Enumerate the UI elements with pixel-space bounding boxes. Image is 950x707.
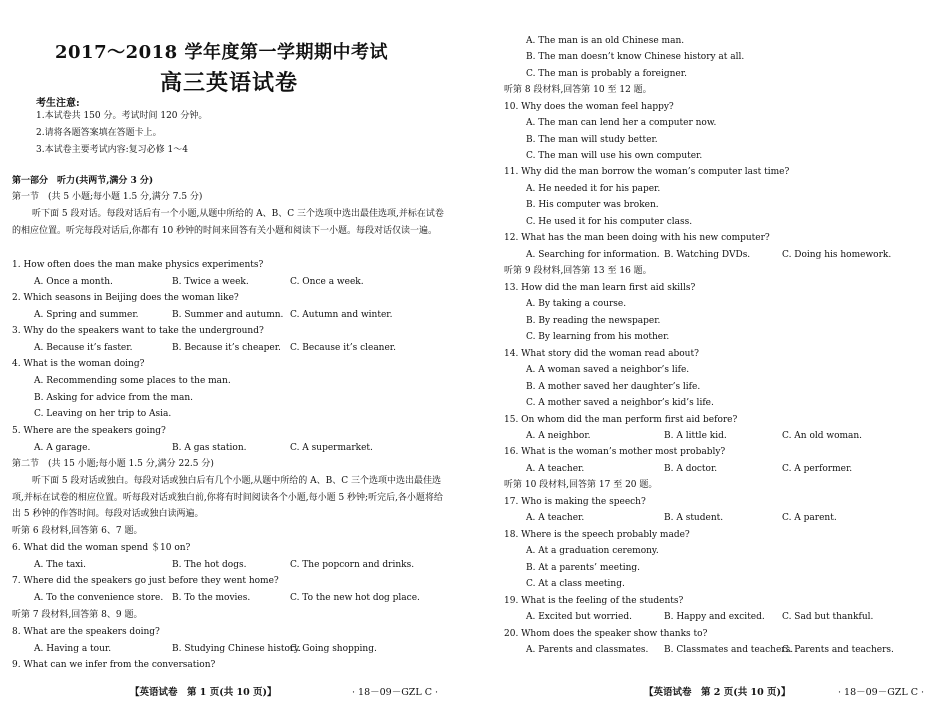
q4-option-b: B. Asking for advice from the man.: [34, 393, 194, 403]
notice-3: 3.本试卷主要考试内容:复习必修 1～4: [36, 145, 188, 155]
question-3: 3. Why do the speakers want to take the underground?: [12, 326, 264, 336]
q3-option-a: A. Because it’s faster.: [34, 343, 133, 353]
q5-option-c: C. A supermarket.: [290, 443, 373, 453]
material-10: 听第 10 段材料,回答第 17 至 20 题。: [504, 480, 658, 490]
question-5: 5. Where are the speakers going?: [12, 426, 166, 436]
notice-1: 1.本试卷共 150 分。考试时间 120 分钟。: [36, 111, 208, 121]
q20-option-c: C. Parents and teachers.: [782, 645, 894, 655]
q8-option-c: C. Going shopping.: [290, 644, 377, 654]
q13-option-c: C. By learning from his mother.: [526, 332, 670, 342]
q2-option-a: A. Spring and summer.: [34, 310, 139, 320]
section1-instructions: 听下面 5 段对话。每段对话后有一个小题,从题中所给的 A、B、C 三个选项中选出最佳选项,并标在试卷的相应位置。听完每段对话后,你都有 10 秒钟的时间来回答有关小题和阅读下一小题。每段对话仅读一遍。: [12, 209, 444, 236]
section2-instructions: 听下面 5 段对话或独白。每段对话或独白后有几个小题,从题中所给的 A、B、C 三个选项中选出最佳选项,并标在试卷的相应位置。听每段对话或独白前,你将有时间阅读各个小题,每小题 5 秒钟;听完后,各小题将给出 5 秒钟的作答时间。每段对话或独白读两遍。: [12, 476, 443, 519]
question-19: 19. What is the feeling of the students?: [504, 596, 684, 606]
q18-option-b: B. At a parents’ meeting.: [526, 563, 640, 573]
q4-option-c: C. Leaving on her trip to Asia.: [34, 409, 172, 419]
part1-heading: 第一部分 听力(共两节,满分 3 分): [12, 176, 154, 186]
question-12: 12. What has the man been doing with his new computer?: [504, 233, 770, 243]
q20-option-a: A. Parents and classmates.: [526, 645, 649, 655]
question-4: 4. What is the woman doing?: [12, 359, 145, 369]
q20-option-b: B. Classmates and teachers.: [664, 645, 794, 655]
q18-option-c: C. At a class meeting.: [526, 579, 625, 589]
question-13: 13. How did the man learn first aid skills?: [504, 283, 696, 293]
q17-option-c: C. A parent.: [782, 513, 837, 523]
q15-option-b: B. A little kid.: [664, 431, 727, 441]
question-7: 7. Where did the speakers go just before they went home?: [12, 576, 279, 586]
page-2-footer-code: · 18－09－GZL C ·: [838, 687, 925, 698]
q6-option-a: A. The taxi.: [34, 560, 87, 570]
q16-option-c: C. A performer.: [782, 464, 853, 474]
question-2: 2. Which seasons in Beijing does the woman like?: [12, 293, 239, 303]
q17-option-a: A. A teacher.: [526, 513, 585, 523]
q19-option-c: C. Sad but thankful.: [782, 612, 874, 622]
q8-option-b: B. Studying Chinese history.: [172, 644, 301, 654]
q15-option-a: A. A neighbor.: [526, 431, 591, 441]
q12-option-a: A. Searching for information.: [526, 250, 660, 260]
q13-option-b: B. By reading the newspaper.: [526, 316, 661, 326]
material-7: 听第 7 段材料,回答第 8、9 题。: [12, 610, 143, 620]
q19-option-a: A. Excited but worried.: [526, 612, 632, 622]
q7-option-c: C. To the new hot dog place.: [290, 593, 420, 603]
question-14: 14. What story did the woman read about?: [504, 349, 699, 359]
q3-option-c: C. Because it’s cleaner.: [290, 343, 396, 353]
q4-option-a: A. Recommending some places to the man.: [34, 376, 231, 386]
notice-2: 2.请将各题答案填在答题卡上。: [36, 128, 162, 138]
notice-heading: 考生注意:: [36, 98, 80, 109]
q14-option-c: C. A mother saved a neighbor’s kid’s life.: [526, 398, 714, 408]
q16-option-a: A. A teacher.: [526, 464, 585, 474]
section2-heading: 第二节 (共 15 小题;每小题 1.5 分,满分 22.5 分): [12, 459, 214, 469]
q19-option-b: B. Happy and excited.: [664, 612, 765, 622]
question-15: 15. On whom did the man perform first aid before?: [504, 415, 738, 425]
page-1-footer-code: · 18－09－GZL C ·: [352, 687, 439, 698]
q2-option-c: C. Autumn and winter.: [290, 310, 393, 320]
q11-option-c: C. He used it for his computer class.: [526, 217, 693, 227]
q10-option-a: A. The man can lend her a computer now.: [526, 118, 717, 128]
q11-option-a: A. He needed it for his paper.: [526, 184, 661, 194]
q5-option-a: A. A garage.: [34, 443, 91, 453]
question-20: 20. Whom does the speaker show thanks to?: [504, 629, 708, 639]
exam-title: 2017～2018 学年度第一学期期中考试: [55, 42, 388, 63]
q17-option-b: B. A student.: [664, 513, 724, 523]
q7-option-b: B. To the movies.: [172, 593, 251, 603]
q14-option-b: B. A mother saved her daughter’s life.: [526, 382, 701, 392]
q9-option-b: B. The man doesn’t know Chinese history at all.: [526, 52, 745, 62]
question-1: 1. How often does the man make physics experiments?: [12, 260, 264, 270]
q6-option-b: B. The hot dogs.: [172, 560, 247, 570]
q12-option-b: B. Watching DVDs.: [664, 250, 751, 260]
q10-option-b: B. The man will study better.: [526, 135, 658, 145]
q9-option-a: A. The man is an old Chinese man.: [526, 36, 685, 46]
question-9: 9. What can we infer from the conversation?: [12, 660, 216, 670]
q7-option-a: A. To the convenience store.: [34, 593, 164, 603]
question-8: 8. What are the speakers doing?: [12, 627, 160, 637]
q1-option-a: A. Once a month.: [34, 277, 113, 287]
q15-option-c: C. An old woman.: [782, 431, 863, 441]
q16-option-b: B. A doctor.: [664, 464, 718, 474]
q2-option-b: B. Summer and autumn.: [172, 310, 284, 320]
section1-heading: 第一节 (共 5 小题;每小题 1.5 分,满分 7.5 分): [12, 192, 203, 202]
q1-option-b: B. Twice a week.: [172, 277, 249, 287]
q5-option-b: B. A gas station.: [172, 443, 247, 453]
q3-option-b: B. Because it’s cheaper.: [172, 343, 281, 353]
q10-option-c: C. The man will use his own computer.: [526, 151, 703, 161]
q8-option-a: A. Having a tour.: [34, 644, 112, 654]
question-17: 17. Who is making the speech?: [504, 497, 646, 507]
q18-option-a: A. At a graduation ceremony.: [526, 546, 659, 556]
q14-option-a: A. A woman saved a neighbor’s life.: [526, 365, 690, 375]
question-18: 18. Where is the speech probably made?: [504, 530, 690, 540]
q6-option-c: C. The popcorn and drinks.: [290, 560, 415, 570]
q13-option-a: A. By taking a course.: [526, 299, 627, 309]
question-6: 6. What did the woman spend ＄10 on?: [12, 543, 191, 553]
page-1-footer-label: 【英语试卷 第 1 页(共 10 页)】: [130, 687, 277, 698]
page-2-footer-label: 【英语试卷 第 2 页(共 10 页)】: [644, 687, 791, 698]
exam-subtitle: 高三英语试卷: [160, 70, 299, 96]
material-6: 听第 6 段材料,回答第 6、7 题。: [12, 526, 143, 536]
material-8: 听第 8 段材料,回答第 10 至 12 题。: [504, 85, 652, 95]
question-11: 11. Why did the man borrow the woman’s computer last time?: [504, 167, 790, 177]
q1-option-c: C. Once a week.: [290, 277, 364, 287]
q11-option-b: B. His computer was broken.: [526, 200, 659, 210]
question-16: 16. What is the woman’s mother most probably?: [504, 447, 726, 457]
material-9: 听第 9 段材料,回答第 13 至 16 题。: [504, 266, 652, 276]
q9-option-c: C. The man is probably a foreigner.: [526, 69, 687, 79]
q12-option-c: C. Doing his homework.: [782, 250, 892, 260]
question-10: 10. Why does the woman feel happy?: [504, 102, 674, 112]
